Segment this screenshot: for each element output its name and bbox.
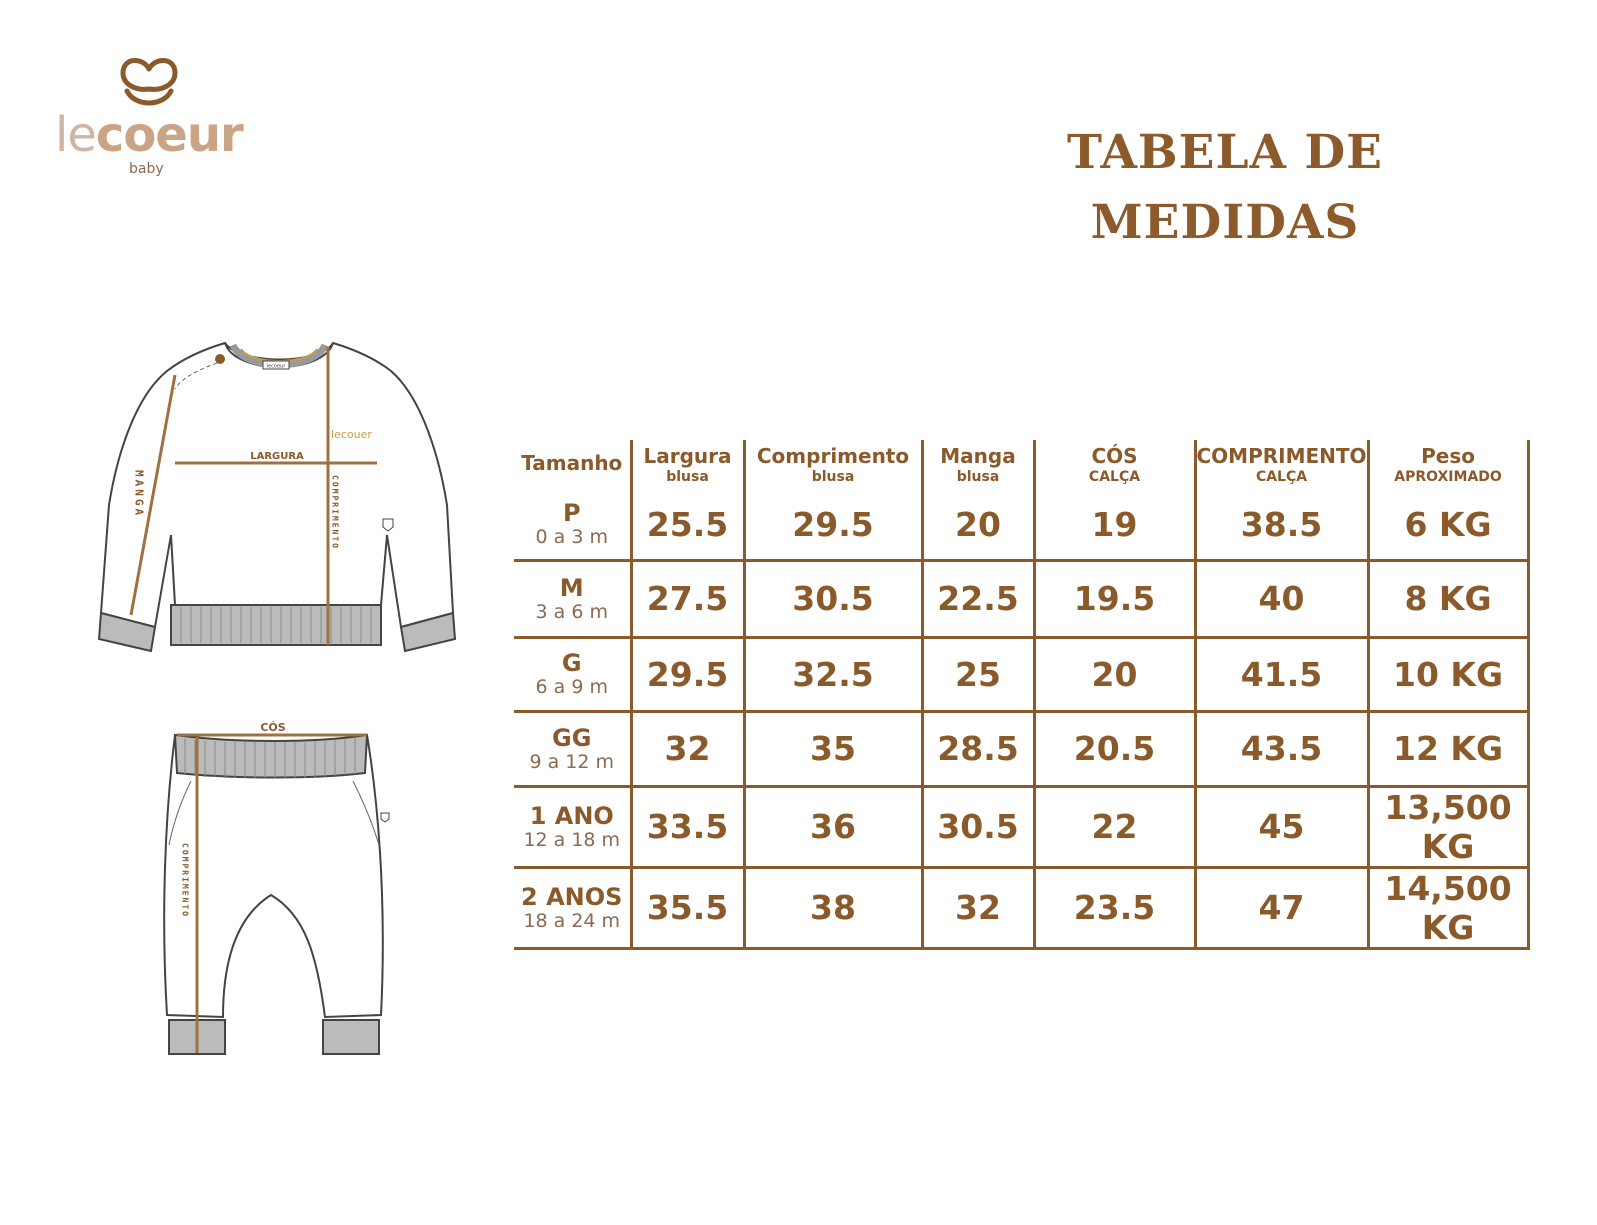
size-cell: G 6 a 9 m [514,637,631,711]
largura-cell: 27.5 [631,560,744,637]
comprimento-blusa-cell: 38 [744,867,922,948]
size-cell: 2 ANOS 18 a 24 m [514,867,631,948]
header-cos: CÓS CALÇA [1034,440,1195,490]
peso-cell: 10 KG [1368,637,1528,711]
largura-label: LARGURA [250,451,304,462]
header-peso: Peso APROXIMADO [1368,440,1528,490]
comprimento-blusa-cell: 32.5 [744,637,922,711]
peso-cell: 8 KG [1368,560,1528,637]
table-row [514,867,1528,948]
cos-cell: 20.5 [1034,711,1195,786]
manga-cell: 20 [922,490,1034,560]
table-row [514,490,1528,560]
header-comprimento-calca: COMPRIMENTO CALÇA [1195,440,1368,490]
header-tamanho: Tamanho [521,451,623,475]
largura-cell: 35.5 [631,867,744,948]
heart-logo-icon [117,55,181,111]
largura-cell: 25.5 [631,490,744,560]
table-header-row [514,440,1528,490]
peso-cell: 12 KG [1368,711,1528,786]
comprimento-calca-cell: 41.5 [1195,637,1368,711]
brand-subtitle: baby [129,161,164,177]
largura-cell: 33.5 [631,786,744,867]
manga-cell: 28.5 [922,711,1034,786]
header-comprimento-blusa: Comprimento blusa [744,440,922,490]
cos-cell: 19 [1034,490,1195,560]
cos-cell: 20 [1034,637,1195,711]
cos-cell: 19.5 [1034,560,1195,637]
peso-cell: 13,500 KG [1368,786,1528,867]
brand-logo [55,55,255,185]
largura-cell: 29.5 [631,637,744,711]
comprimento-blusa-cell: 36 [744,786,922,867]
cos-cell: 23.5 [1034,867,1195,948]
size-cell: 1 ANO 12 a 18 m [514,786,631,867]
comprimento-blusa-cell: 30.5 [744,560,922,637]
peso-cell: 6 KG [1368,490,1528,560]
comprimento-calca-cell: 43.5 [1195,711,1368,786]
size-cell: M 3 a 6 m [514,560,631,637]
manga-label: MANGA [132,470,146,519]
largura-cell: 32 [631,711,744,786]
header-manga: Manga blusa [922,440,1034,490]
size-cell: GG 9 a 12 m [514,711,631,786]
table-row [514,560,1528,637]
table-row [514,786,1528,867]
manga-cell: 22.5 [922,560,1034,637]
chest-logo-label: lecouer [331,428,372,441]
size-cell: P 0 a 3 m [514,490,631,560]
table-row [514,637,1528,711]
header-largura: Largura blusa [631,440,744,490]
manga-cell: 32 [922,867,1034,948]
pants-diagram [155,715,400,1065]
brand-wordmark: lecoeur [55,107,243,163]
comprimento-top-label: COMPRIMENTO [330,475,340,550]
cos-cell: 22 [1034,786,1195,867]
page-title: TABELA DE MEDIDAS [1067,125,1383,250]
comprimento-calca-cell: 47 [1195,867,1368,948]
cos-label: CÓS [260,721,286,734]
table-row [514,711,1528,786]
manga-cell: 30.5 [922,786,1034,867]
manga-cell: 25 [922,637,1034,711]
comprimento-calca-cell: 38.5 [1195,490,1368,560]
comprimento-calca-cell: 40 [1195,560,1368,637]
peso-cell: 14,500 KG [1368,867,1528,948]
sweatshirt-diagram [95,335,465,665]
neck-tag-label: lecoeur [266,363,286,370]
comprimento-blusa-cell: 35 [744,711,922,786]
comprimento-calca-cell: 45 [1195,786,1368,867]
comprimento-pants-label: COMPRIMENTO [180,843,190,918]
size-table [514,440,1530,950]
comprimento-blusa-cell: 29.5 [744,490,922,560]
